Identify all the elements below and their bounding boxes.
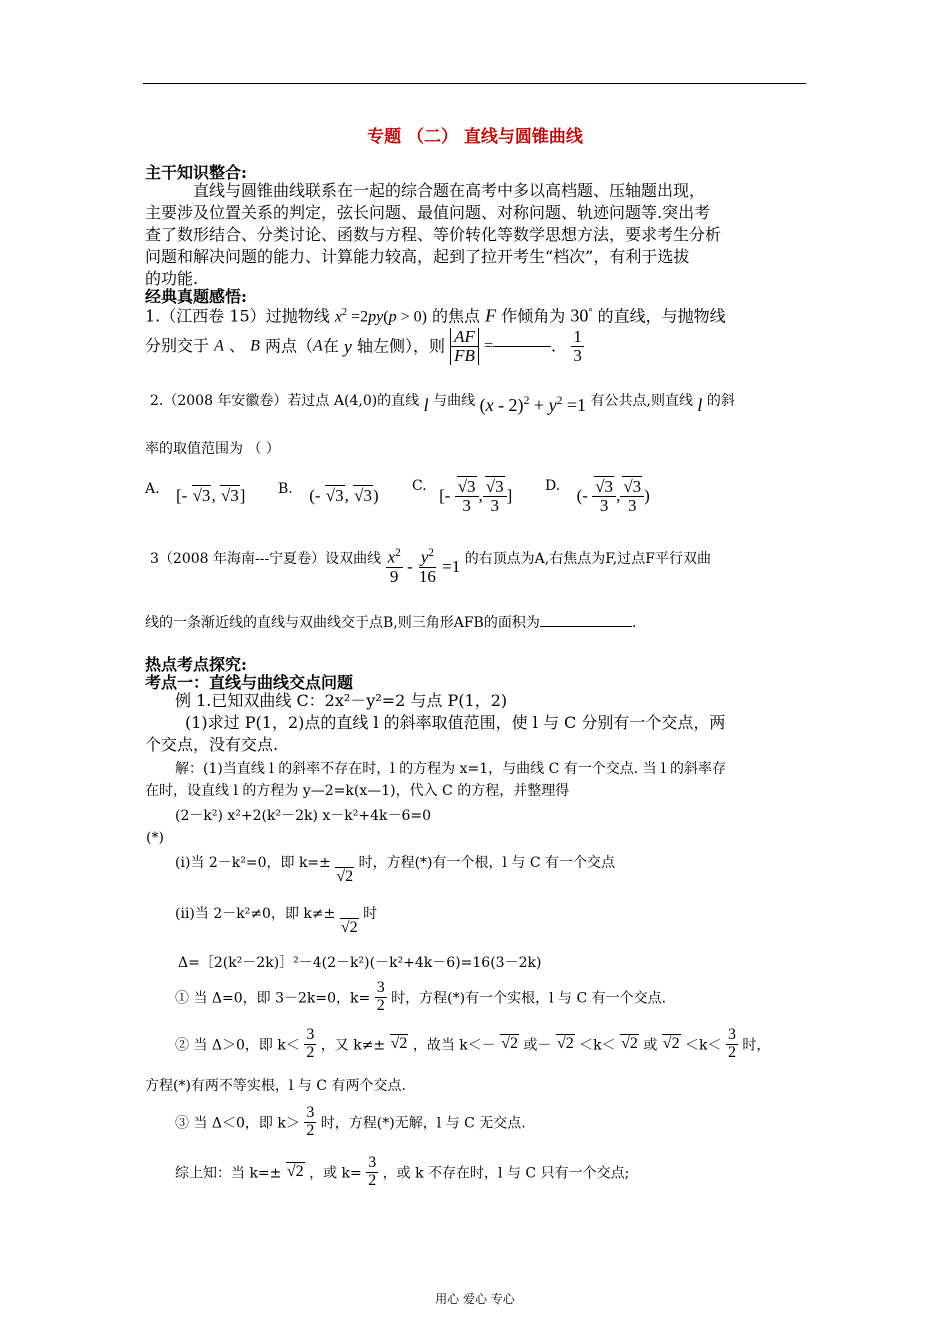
intro-line: 的功能. bbox=[145, 269, 199, 288]
page-footer: 用心 爱心 专心 bbox=[435, 1292, 515, 1306]
equation-star: (2－k²) x²+2(k²－2k) x－k²+4k－6=0 bbox=[175, 808, 432, 824]
answer-fraction: $\frac{1}{3}$ bbox=[573, 327, 582, 365]
ratio-af-fb: $\frac{AF}{FB}$ bbox=[450, 328, 479, 365]
example-1-question-line: 个交点，没有交点. bbox=[145, 735, 279, 754]
example-1-question-line: (1)求过 P(1，2)点的直线 l 的斜率取值范围，使 l 与 C 分别有一个交点，两 bbox=[185, 713, 726, 732]
question-3-line-2: 线的一条渐近线的直线与双曲线交于点B,则三角形AFB的面积为 . bbox=[145, 615, 637, 631]
solution-line: 在时，设直线 l 的方程为 y—2=k(x—1)，代入 C 的方程，并整理得 bbox=[145, 783, 570, 799]
page-title: 专题 （二） 直线与圆锥曲线 bbox=[367, 127, 583, 147]
summary: 综上知：当 k=± √2 ，或 k= $\frac{3}{2}$ ，或 k 不存在时，l 与 C 只有一个交点; bbox=[175, 1154, 630, 1189]
section-main-knowledge: 主干知识整合: bbox=[145, 163, 247, 182]
discriminant: Δ=［2(k²－2k)］²－4(2－k²)(－k²+4k－6)=16(3－2k) bbox=[178, 955, 542, 971]
equation-label: (*) bbox=[146, 830, 164, 846]
subcase-2-conclusion: 方程(*)有两不等实根，l 与 C 有两个交点. bbox=[145, 1078, 406, 1094]
subcase-2: ② 当 Δ＞0，即 k＜ $\frac{3}{2}$ ，又 k≠± √2 ，故当 k＜－ √2 或－ √2 ＜k＜ √2 或 √2 ＜k＜ $\frac{3}{2}$ 时， bbox=[175, 1026, 771, 1061]
section-classic-problems: 经典真题感悟: bbox=[145, 287, 247, 306]
intro-line: 查了数形结合、分类讨论、函数与方程、等价转化等数学思想方法，要求考生分析 bbox=[145, 225, 722, 244]
header-rule bbox=[143, 83, 806, 84]
option-a: A. [- √3, √3] bbox=[145, 481, 246, 505]
solution-line: 解：(1)当直线 l 的斜率不存在时，l 的方程为 x=1，与曲线 C 有一个交点. 当 l 的斜率存 bbox=[175, 761, 727, 777]
answer-blank bbox=[493, 346, 551, 347]
intro-line: 问题和解决问题的能力、计算能力较高，起到了拉开考生“档次”，有利于选拔 bbox=[145, 247, 690, 266]
question-1-line-1: 1.（江西卷 15）过抛物线 $x^2 =2py(p > 0)$ 的焦点 F 作倾角为 30° 的直线，与抛物线 bbox=[145, 305, 726, 326]
option-d: D. (- $\frac{√3}{3}$ , $\frac{√3}{3}$ ) bbox=[545, 477, 650, 515]
intro-line: 主要涉及位置关系的判定，弦长问题、最值问题、对称问题、轨迹问题等.突出考 bbox=[145, 203, 711, 222]
question-2-line-2: 率的取值范围为 （ ） bbox=[145, 441, 280, 457]
subcase-3: ③ 当 Δ＜0，即 k＞ $\frac{3}{2}$ 时，方程(*)无解，l 与 C 无交点. bbox=[175, 1104, 526, 1139]
question-3-line-1: 3（2008 年海南---宁夏卷）设双曲线 $\frac{x^2}{9}$ - $\frac{y^2}{16}$ =1 的右顶点为A,右焦点为F,过点F平行双曲 bbox=[150, 547, 711, 586]
intro-line: 直线与圆锥曲线联系在一起的综合题在高考中多以高档题、压轴题出现， bbox=[193, 181, 706, 200]
topic-1-heading: 考点一：直线与曲线交点问题 bbox=[145, 673, 354, 692]
subcase-1: ① 当 Δ=0，即 3－2k=0，k= $\frac{3}{2}$ 时，方程(*)有一个实根，l 与 C 有一个交点. bbox=[175, 979, 667, 1014]
case-i: (ⅰ)当 2－k²=0，即 k=± √2 时，方程(*)有一个根，l 与 C 有一个交点 bbox=[175, 855, 616, 885]
case-ii: (ⅱ)当 2－k²≠0，即 k≠± √2 时 bbox=[175, 906, 378, 936]
example-1-statement: 例 1.已知双曲线 C：2x²－y²=2 与点 P(1，2) bbox=[175, 691, 508, 710]
section-hot-topics: 热点考点探究: bbox=[145, 655, 247, 674]
option-c: C. [- $\frac{√3}{3}$ , $\frac{√3}{3}$ ] bbox=[412, 477, 513, 515]
question-2-line-1: 2.（2008 年安徽卷）若过点 A(4,0)的直线 l 与曲线 $(x - 2)^2 + y^2 =1$ 有公共点,则直线 l 的斜 bbox=[150, 393, 735, 415]
option-b: B. (- √3, √3) bbox=[278, 481, 379, 505]
question-1-line-2: 分别交于 A 、 B 两点（A在 y 轴左侧），则 $\frac{AF}{FB}$ = . $\frac{1}{3}$ bbox=[145, 327, 582, 365]
